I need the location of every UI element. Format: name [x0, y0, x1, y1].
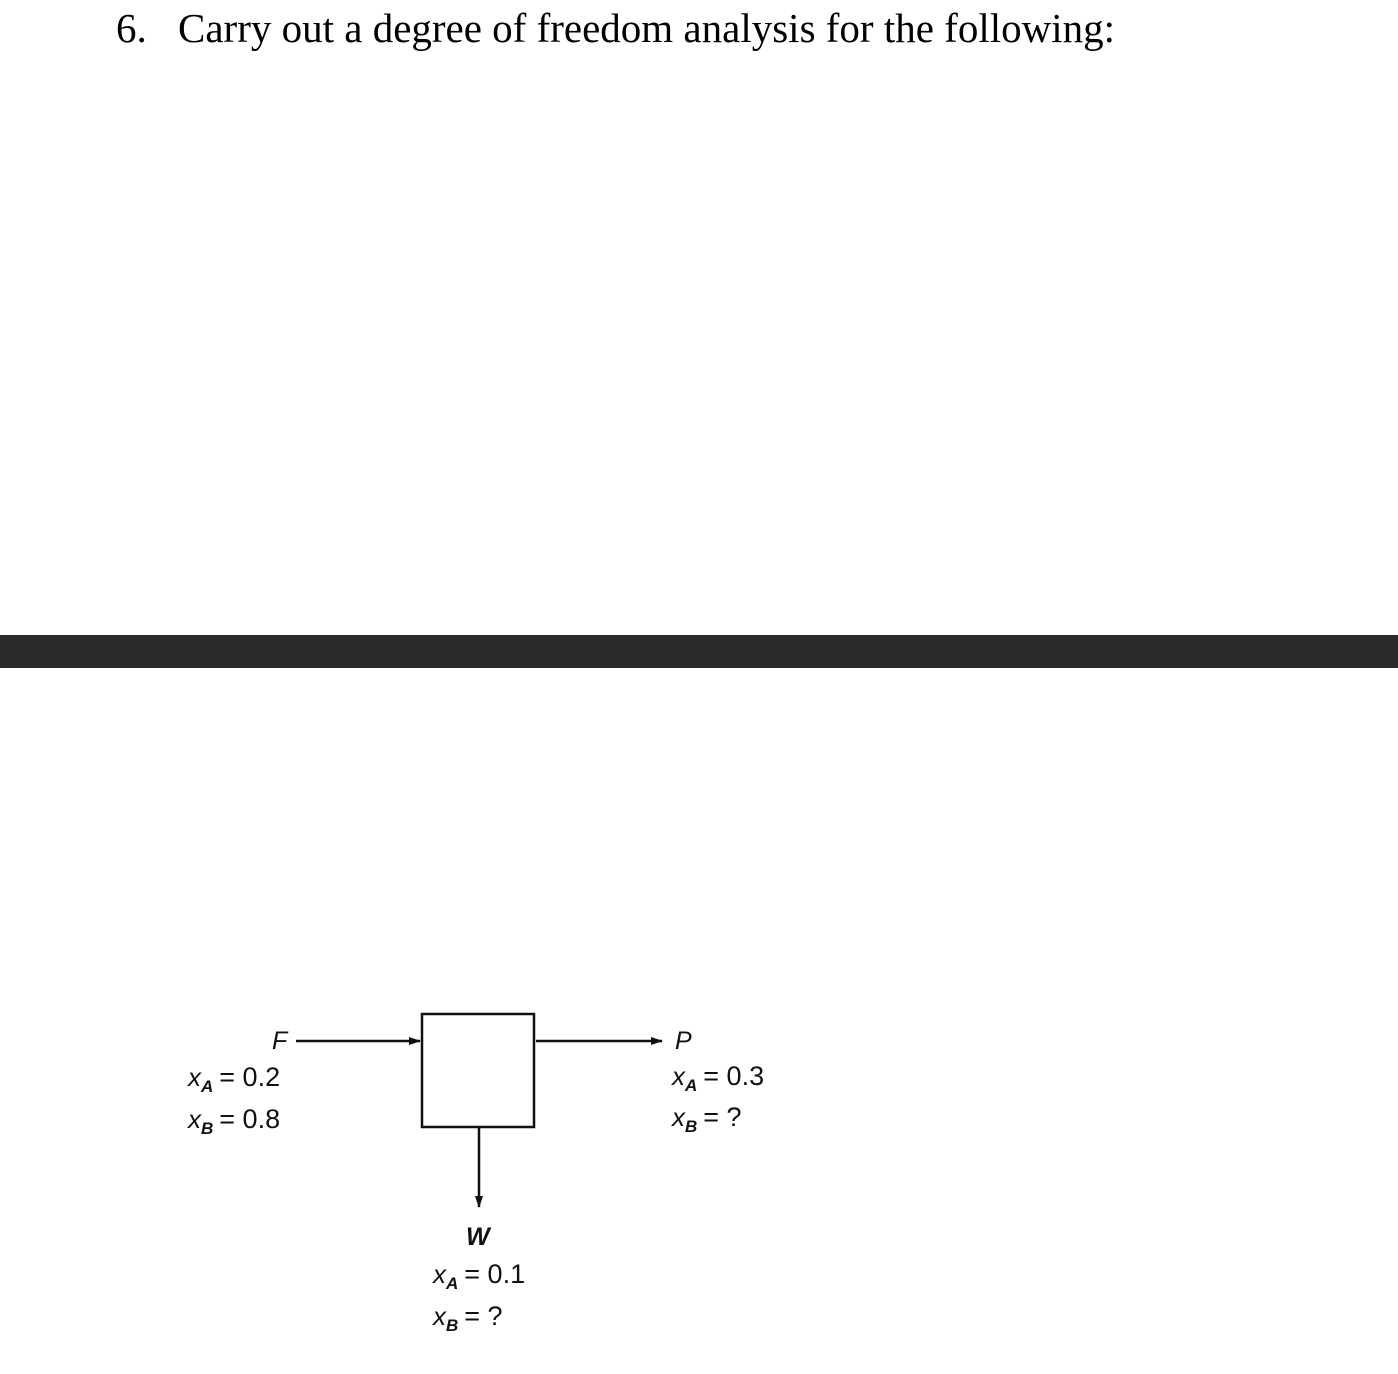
feed-xa-symbol: x — [188, 1062, 201, 1092]
feed-xb-value: = 0.8 — [219, 1104, 281, 1134]
question-number: 6. — [116, 5, 147, 51]
feed-xb-row — [186, 1104, 280, 1138]
waste-xb-symbol: x — [433, 1301, 446, 1331]
waste-xb-row — [431, 1301, 503, 1335]
waste-xa-row — [431, 1259, 525, 1293]
question-text: Carry out a degree of freedom analysis for the following: — [178, 5, 1115, 51]
product-xb-value: = ? — [703, 1102, 742, 1132]
waste-xa-value: = 0.1 — [464, 1259, 526, 1289]
waste-xa-symbol: x — [433, 1259, 446, 1289]
product-xa-row — [670, 1061, 764, 1095]
product-xa-symbol: x — [672, 1061, 685, 1091]
product-xb-row — [670, 1102, 742, 1136]
product-xa-value: = 0.3 — [703, 1061, 765, 1091]
feed-xb-subscript: B — [201, 1119, 214, 1138]
product-stream-label: P — [675, 1027, 692, 1055]
product-xa-subscript: A — [685, 1076, 698, 1095]
process-unit-box — [422, 1014, 534, 1127]
waste-xb-subscript: B — [446, 1316, 459, 1335]
waste-xb-value: = ? — [464, 1301, 503, 1331]
feed-xb-symbol: x — [188, 1104, 201, 1134]
feed-xa-row — [186, 1062, 280, 1096]
feed-xa-subscript: A — [201, 1077, 214, 1096]
product-xb-subscript: B — [685, 1117, 698, 1136]
waste-xa-subscript: A — [446, 1274, 459, 1293]
product-xb-symbol: x — [672, 1102, 685, 1132]
feed-stream-label: F — [272, 1027, 288, 1055]
waste-stream-label: W — [466, 1223, 490, 1251]
feed-xa-value: = 0.2 — [219, 1062, 281, 1092]
